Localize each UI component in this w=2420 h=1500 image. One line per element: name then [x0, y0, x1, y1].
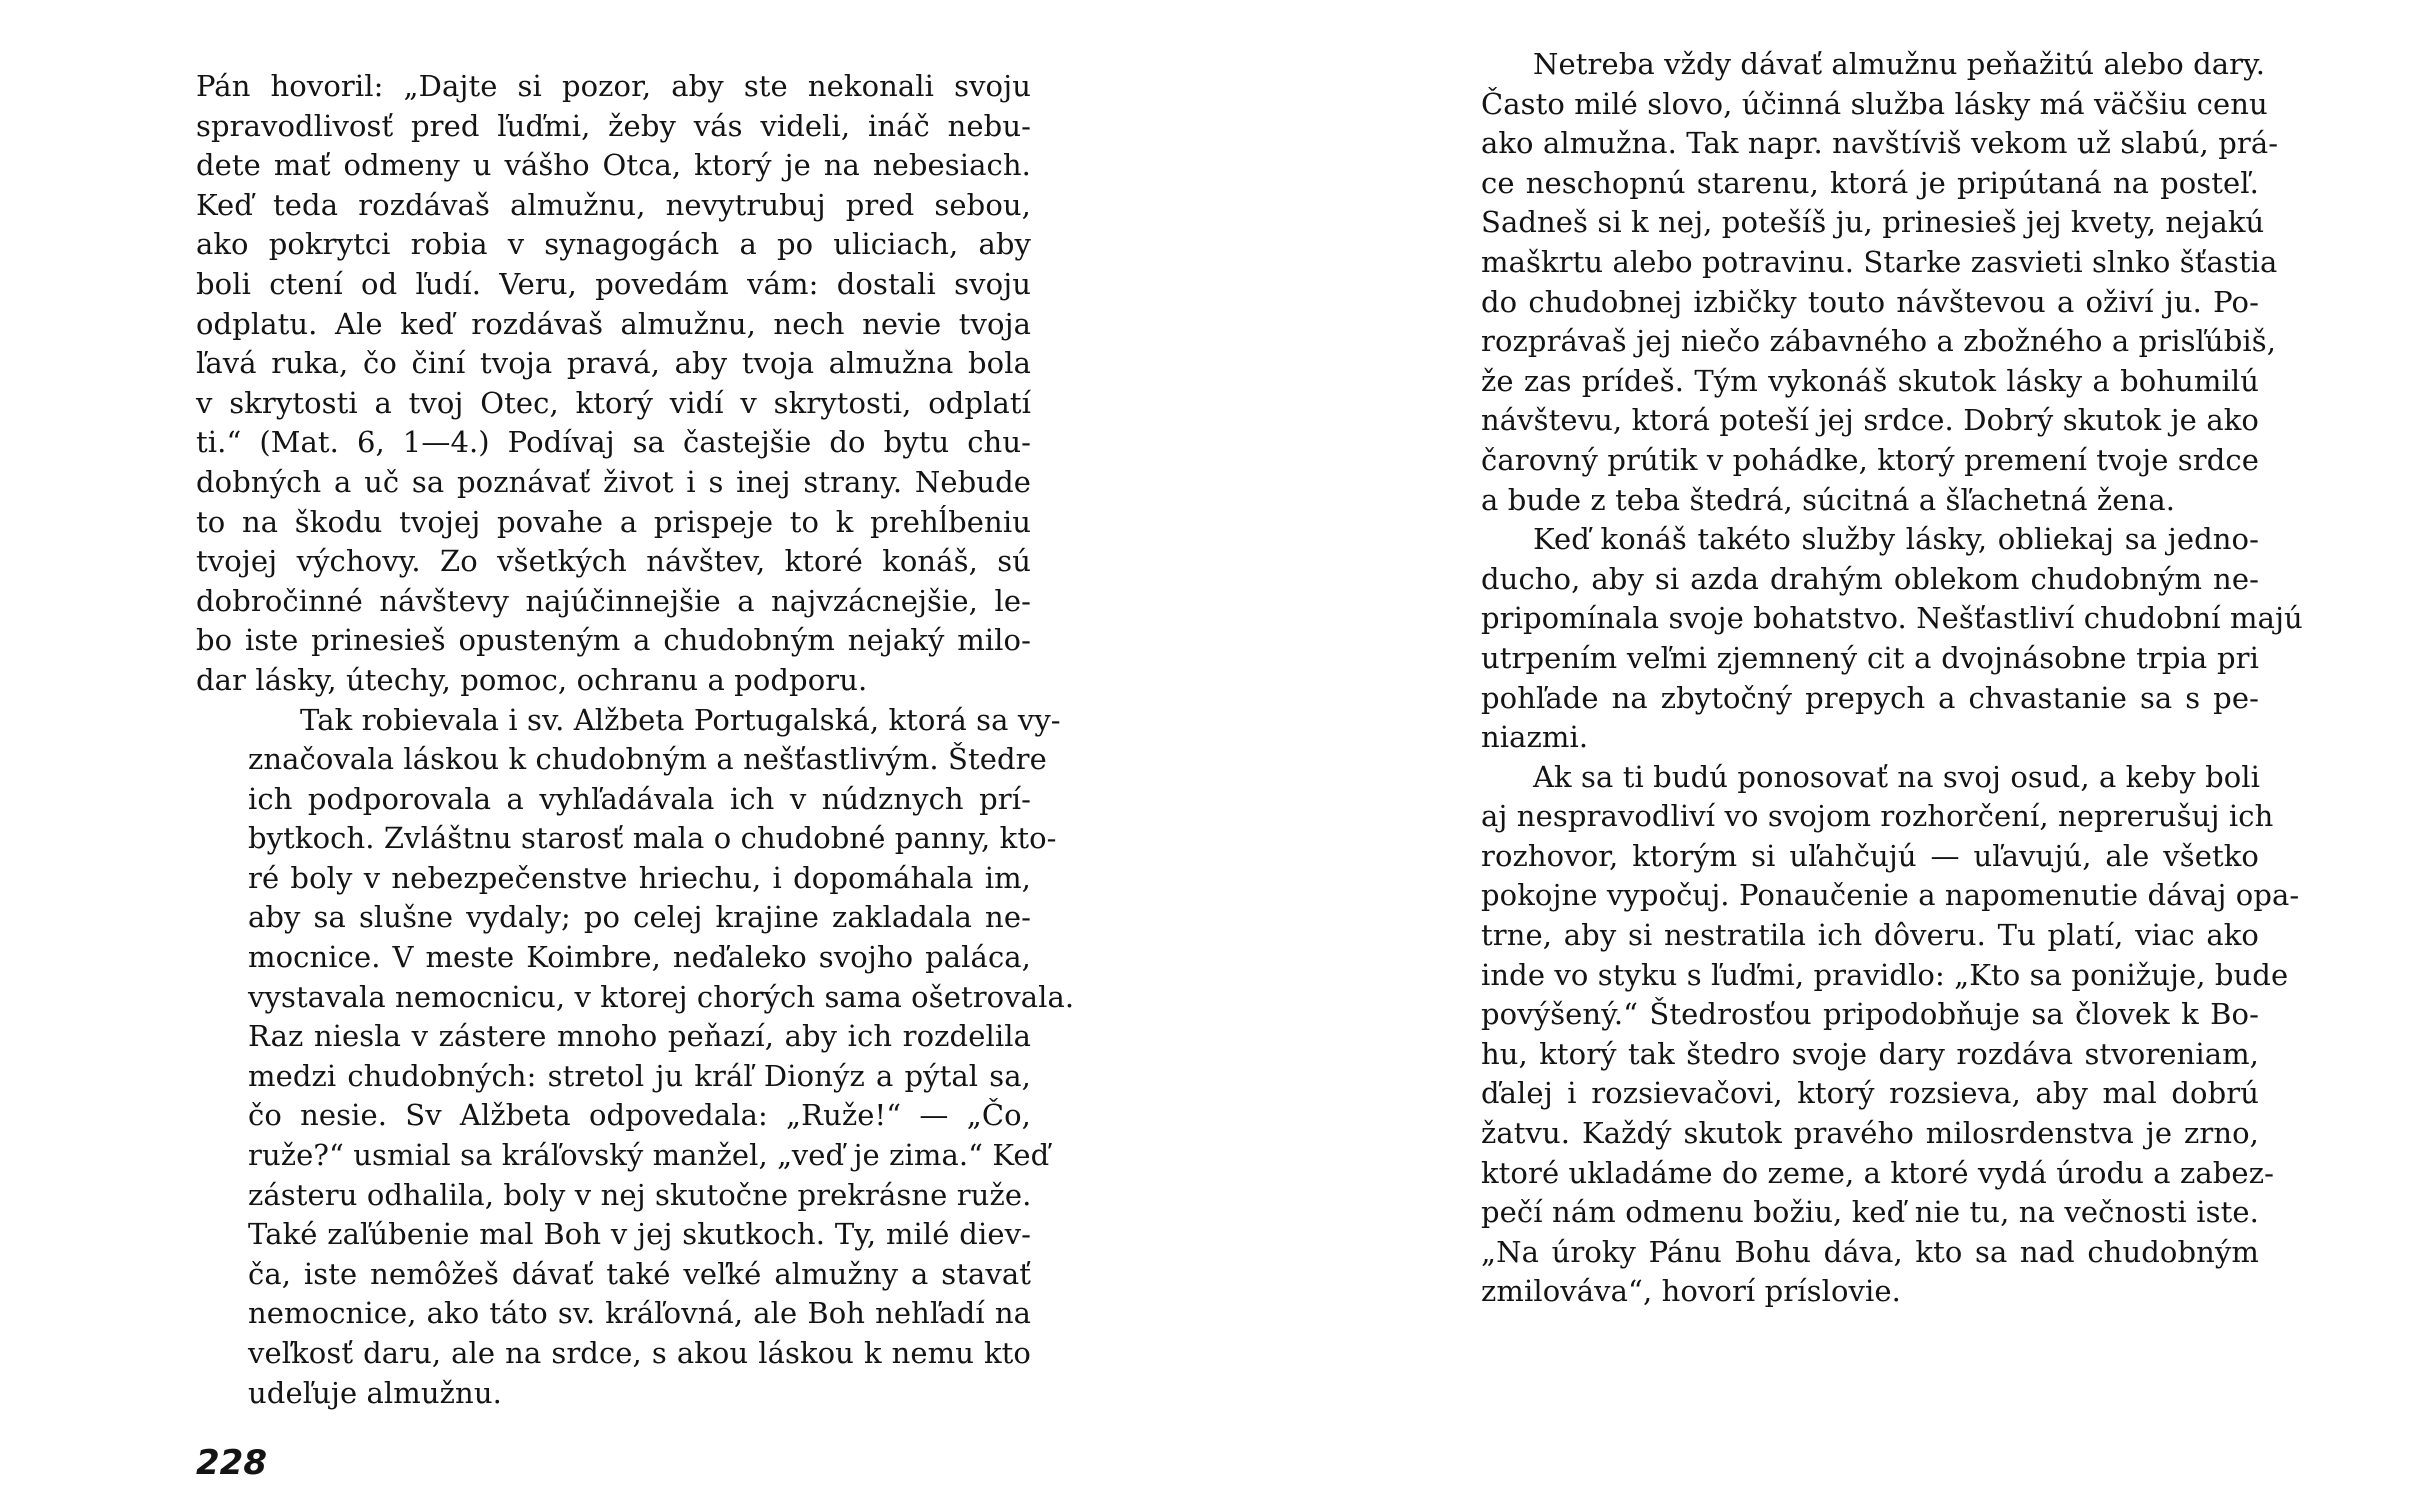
- text-line: pripomínala svoje bohatstvo. Nešťastliví chudobní majú: [1481, 601, 2303, 636]
- text-line: hu, ktorý tak štedro svoje dary rozdáva stvoreniam,: [1481, 1036, 2259, 1071]
- right-text-column: [1429, 45, 2303, 1312]
- text-line: ruže?“ usmial sa kráľovský manžel, „veď je zima.“ Keď: [248, 1138, 1050, 1173]
- text-line: dobročinné návštevy najúčinnejšie a najvzácnejšie, le-: [196, 583, 1031, 618]
- text-line: že zas prídeš. Tým vykonáš skutok lásky a bohumilú: [1481, 363, 2259, 398]
- text-line: Raz niesla v zástere mnoho peňazí, aby ich rozdelila: [248, 1019, 1031, 1054]
- text-line: ako almužna. Tak napr. navštíviš vekom už slabú, prá-: [1481, 126, 2279, 161]
- text-line: vystavala nemocnicu, v ktorej chorých sama ošetrovala.: [248, 979, 1075, 1014]
- text-line: bytkoch. Zvláštnu starosť mala o chudobné panny, kto-: [248, 821, 1057, 856]
- text-line: Keď teda rozdávaš almužnu, nevytrubuj pred sebou,: [196, 187, 1031, 222]
- text-line: aj nespravodliví vo svojom rozhorčení, neprerušuj ich: [1481, 799, 2274, 834]
- paragraph: [196, 701, 1075, 1414]
- left-text-column: [196, 67, 1075, 1413]
- text-line: bo iste prinesieš opusteným a chudobným nejaký milo-: [196, 623, 1031, 658]
- text-line: nemocnice, ako táto sv. kráľovná, ale Boh nehľadí na: [248, 1296, 1031, 1331]
- text-line: ďalej i rozsievačovi, ktorý rozsieva, aby mal dobrú: [1481, 1076, 2259, 1111]
- text-line: trne, aby si nestratila ich dôveru. Tu platí, viac ako: [1481, 918, 2259, 953]
- text-line: značovala láskou k chudobným a nešťastlivým. Štedre: [248, 742, 1047, 777]
- text-line: veľkosť daru, ale na srdce, s akou láskou k nemu kto: [248, 1336, 1031, 1370]
- text-line: povýšený.“ Štedrosťou pripodobňuje sa človek k Bo-: [1481, 997, 2259, 1032]
- text-line: Ak sa ti budú ponosovať na svoj osud, a keby boli: [1533, 759, 2261, 794]
- text-line: ce neschopnú starenu, ktorá je pripútaná na posteľ.: [1481, 165, 2259, 200]
- text-line: pečí nám odmenu božiu, keď nie tu, na večnosti iste.: [1481, 1195, 2259, 1230]
- text-line: Netreba vždy dávať almužnu peňažitú alebo dary.: [1533, 47, 2266, 81]
- text-line: Často milé slovo, účinná služba lásky má väčšiu cenu: [1481, 86, 2268, 121]
- text-line: rozprávaš jej niečo zábavného a zbožného a prisľúbiš,: [1481, 324, 2277, 359]
- text-line: ducho, aby si azda drahým oblekom chudobným ne-: [1481, 561, 2259, 596]
- paragraph: [1429, 45, 2279, 520]
- text-line: Tak robievala i sv. Alžbeta Portugalská, ktorá sa vy-: [300, 702, 1061, 737]
- text-line: aby sa slušne vydaly; po celej krajine zakladala ne-: [248, 900, 1031, 935]
- text-line: dobných a uč sa poznávať život i s inej strany. Nebude: [196, 464, 1031, 499]
- text-line: Sadneš si k nej, potešíš ju, prinesieš jej kvety, nejakú: [1481, 205, 2265, 240]
- text-line: čo nesie. Sv Alžbeta odpovedala: „Ruže!“ — „Čo,: [248, 1098, 1031, 1133]
- paragraph: [1429, 520, 2303, 758]
- text-line: rozhovor, ktorým si uľahčujú — uľavujú, ale všetko: [1481, 838, 2259, 873]
- text-line: Pán hovoril: „Dajte si pozor, aby ste nekonali svoju: [196, 69, 1031, 103]
- text-line: v skrytosti a tvoj Otec, ktorý vidí v skrytosti, odplatí: [196, 385, 1031, 420]
- text-line: Také zaľúbenie mal Boh v jej skutkoch. Ty, milé diev-: [248, 1217, 1031, 1252]
- text-line: a bude z teba štedrá, súcitná a šľachetná žena.: [1481, 482, 2176, 517]
- text-line: inde vo styku s ľuďmi, pravidlo: „Kto sa ponižuje, bude: [1481, 957, 2289, 992]
- text-line: mocnice. V meste Koimbre, neďaleko svojho paláca,: [248, 940, 1031, 975]
- text-line: Keď konáš takéto služby lásky, obliekaj sa jedno-: [1533, 522, 2259, 557]
- text-line: medzi chudobných: stretol ju kráľ Dionýz a pýtal sa,: [248, 1058, 1031, 1093]
- text-line: ich podporovala a vyhľadávala ich v núdznych prí-: [248, 781, 1031, 816]
- text-line: ča, iste nemôžeš dávať také veľké almužny a stavať: [248, 1256, 1031, 1291]
- text-line: ré boly v nebezpečenstve hriechu, i dopomáhala im,: [248, 860, 1031, 895]
- text-line: udeľuje almužnu.: [248, 1375, 502, 1410]
- paragraph: [1429, 758, 2300, 1312]
- text-line: maškrtu alebo potravinu. Starke zasvieti slnko šťastia: [1481, 244, 2278, 279]
- text-line: utrpením veľmi zjemnený cit a dvojnásobne trpia pri: [1481, 640, 2259, 675]
- text-line: dete mať odmeny u vášho Otca, ktorý je na nebesiach.: [196, 148, 1031, 183]
- right-page: [1210, 0, 2420, 1500]
- text-line: zmilováva“, hovorí príslovie.: [1481, 1274, 1901, 1309]
- text-line: boli ctení od ľudí. Veru, povedám vám: dostali svoju: [196, 266, 1031, 301]
- text-line: zásteru odhalila, boly v nej skutočne prekrásne ruže.: [248, 1177, 1032, 1212]
- text-line: niazmi.: [1481, 720, 1589, 755]
- text-line: čarovný prútik v pohádke, ktorý premení tvoje srdce: [1481, 442, 2259, 477]
- text-line: žatvu. Každý skutok pravého milosrdenstva je zrno,: [1481, 1116, 2259, 1151]
- text-line: to na škodu tvojej povahe a prispeje to k prehĺbeniu: [196, 504, 1031, 539]
- text-line: ktoré ukladáme do zeme, a ktoré vydá úrodu a zabez-: [1481, 1155, 2274, 1190]
- text-line: odplatu. Ale keď rozdávaš almužnu, nech nevie tvoja: [196, 306, 1031, 341]
- text-line: ľavá ruka, čo činí tvoja pravá, aby tvoja almužna bola: [196, 346, 1031, 381]
- text-line: ako pokrytci robia v synagogách a po uliciach, aby: [196, 227, 1031, 262]
- text-line: „Na úroky Pánu Bohu dáva, kto sa nad chudobným: [1481, 1234, 2259, 1269]
- text-line: do chudobnej izbičky touto návštevou a oživí ju. Po-: [1481, 284, 2259, 319]
- text-line: pohľade na zbytočný prepych a chvastanie sa s pe-: [1481, 680, 2259, 715]
- text-line: ti.“ (Mat. 6, 1—4.) Podívaj sa častejšie do bytu chu-: [196, 425, 1031, 460]
- text-line: návštevu, ktorá poteší jej srdce. Dobrý skutok je ako: [1481, 403, 2259, 438]
- text-line: spravodlivosť pred ľuďmi, žeby vás videli, ináč nebu-: [196, 108, 1031, 143]
- text-line: dar lásky, útechy, pomoc, ochranu a podporu.: [196, 662, 868, 697]
- text-line: pokojne vypočuj. Ponaučenie a napomenutie dávaj opa-: [1481, 878, 2300, 913]
- text-line: tvojej výchovy. Zo všetkých návštev, ktoré konáš, sú: [196, 544, 1031, 579]
- page-number: 228: [196, 1443, 267, 1483]
- paragraph: [196, 67, 1031, 701]
